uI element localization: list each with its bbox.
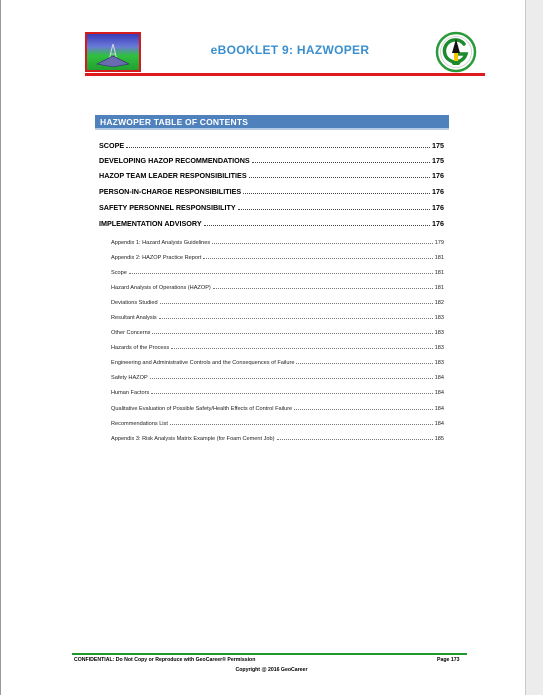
toc-entry-safety-personnel[interactable] [99, 200, 444, 212]
toc-heading: HAZWOPER TABLE OF CONTENTS [95, 115, 449, 130]
toc-entry-team-leader[interactable] [99, 168, 444, 180]
confidential-notice: CONFIDENTIAL: Do Not Copy or Reproduce with GeoCareer® Permission [74, 657, 256, 663]
platform-icon [93, 54, 133, 68]
toc-entry-page: 176 [432, 187, 444, 196]
toc-subentry-recommendations-list[interactable] [111, 415, 444, 427]
toc-entry-page: 176 [432, 219, 444, 228]
toc-entry-label: IMPLEMENTATION ADVISORY [99, 219, 202, 228]
toc-subentry-label: Human Factors [111, 390, 150, 396]
toc-subentry-label: Hazard Analysis of Operations (HAZOP) [111, 285, 211, 291]
toc-subentry-page: 184 [434, 406, 444, 412]
toc-subentry-label: Deviations Studied [111, 300, 158, 306]
toc-subentry-page: 179 [434, 240, 444, 246]
toc-subentry-page: 183 [434, 360, 444, 366]
toc-subentry-label: Other Concerns [111, 330, 151, 336]
toc-subentry-label: Scope [111, 270, 127, 276]
toc-entry-page: 175 [432, 156, 444, 165]
geocareer-logo [435, 31, 477, 73]
toc-leader [294, 409, 432, 410]
toc-leader [150, 378, 433, 379]
toc-subentry-resultant-analysis[interactable] [111, 309, 444, 321]
toc-subentry-page: 181 [434, 270, 444, 276]
toc-entry-page: 176 [432, 171, 444, 180]
copyright-notice: Copyright @ 2016 GeoCareer [235, 667, 308, 673]
toc-subentry-label: Safety HAZOP [111, 375, 148, 381]
toc-subentry-hazards-of-process[interactable] [111, 339, 444, 351]
toc-subentry-page: 182 [434, 300, 444, 306]
toc-subentry-page: 181 [434, 285, 444, 291]
toc-subentry-deviations-studied[interactable] [111, 294, 444, 306]
toc-subentry-label: Qualitative Evaluation of Possible Safety/Health Effects of Control Failure [111, 406, 293, 412]
toc-leader [296, 363, 432, 364]
toc-subentry-page: 184 [434, 421, 444, 427]
toc-subentry-human-factors[interactable] [111, 384, 444, 396]
page-number: Page 173 [437, 657, 460, 663]
toc-subentry-label: Appendix 3: Risk Analysis Matrix Example (for Foam Cement Job) [111, 436, 275, 442]
page-title: eBOOKLET 9: HAZWOPER [210, 43, 370, 57]
toc-subentry-appendix-2[interactable] [111, 249, 444, 261]
toc-subentry-page: 181 [434, 255, 444, 261]
toc-leader [170, 424, 433, 425]
toc-subentry-label: Hazards of the Process [111, 345, 170, 351]
toc-entry-scope[interactable] [99, 138, 444, 150]
toc-subentry-scope[interactable] [111, 264, 444, 276]
toc-leader [238, 209, 430, 210]
toc-entry-label: SCOPE [99, 141, 125, 150]
toc-subentry-page: 183 [434, 315, 444, 321]
toc-entry-person-in-charge[interactable] [99, 184, 444, 196]
toc-subentry-label: Resultant Analysis [111, 315, 157, 321]
toc-leader [171, 348, 433, 349]
toc-entry-label: PERSON-IN-CHARGE RESPONSIBILITIES [99, 187, 242, 196]
toc-subentry-page: 183 [434, 345, 444, 351]
toc-leader [126, 147, 430, 148]
footer-divider [72, 653, 467, 655]
toc-subentry-label: Recommendations List [111, 421, 168, 427]
toc-leader [213, 288, 433, 289]
toc-leader [252, 162, 430, 163]
toc-leader [243, 193, 430, 194]
toc-entry-label: SAFETY PERSONNEL RESPONSIBILITY [99, 203, 236, 212]
toc-entry-label: HAZOP TEAM LEADER RESPONSIBILITIES [99, 171, 247, 180]
toc-subentry-hazard-analysis[interactable] [111, 279, 444, 291]
toc-leader [152, 333, 432, 334]
toc-subentry-other-concerns[interactable] [111, 324, 444, 336]
viewer-scrollbar-track[interactable] [525, 0, 543, 695]
toc-leader [151, 393, 432, 394]
toc-subentry-page: 184 [434, 390, 444, 396]
toc-entry-implementation-advisory[interactable] [99, 216, 444, 228]
toc-entry-developing-hazop-recommendations[interactable] [99, 153, 444, 165]
toc-subentry-appendix-3[interactable] [111, 430, 444, 442]
toc-leader [212, 243, 432, 244]
toc-subentry-engineering-controls[interactable] [111, 354, 444, 366]
header-divider [85, 73, 485, 76]
toc-subentry-safety-hazop[interactable] [111, 369, 444, 381]
toc-subentry-qualitative-evaluation[interactable] [111, 400, 444, 412]
toc-entry-page: 176 [432, 203, 444, 212]
toc-leader [277, 439, 433, 440]
toc-leader [204, 225, 430, 226]
toc-subentry-label: Appendix 1: Hazard Analysis Guidelines [111, 240, 211, 246]
toc-subentry-appendix-1[interactable] [111, 234, 444, 246]
toc-subentry-label: Engineering and Administrative Controls and the Consequences of Failure [111, 360, 295, 366]
page-left-edge [0, 0, 1, 695]
toc-leader [160, 303, 433, 304]
toc-entry-page: 175 [432, 141, 444, 150]
toc-subentry-page: 185 [434, 436, 444, 442]
toc-subentry-page: 184 [434, 375, 444, 381]
company-scene-logo [85, 32, 141, 72]
toc-leader [249, 177, 430, 178]
toc-entry-label: DEVELOPING HAZOP RECOMMENDATIONS [99, 156, 250, 165]
toc-leader [159, 318, 433, 319]
toc-leader [129, 273, 433, 274]
toc-leader [203, 258, 432, 259]
toc-subentry-page: 183 [434, 330, 444, 336]
toc-subentry-label: Appendix 2: HAZOP Practice Report [111, 255, 202, 261]
